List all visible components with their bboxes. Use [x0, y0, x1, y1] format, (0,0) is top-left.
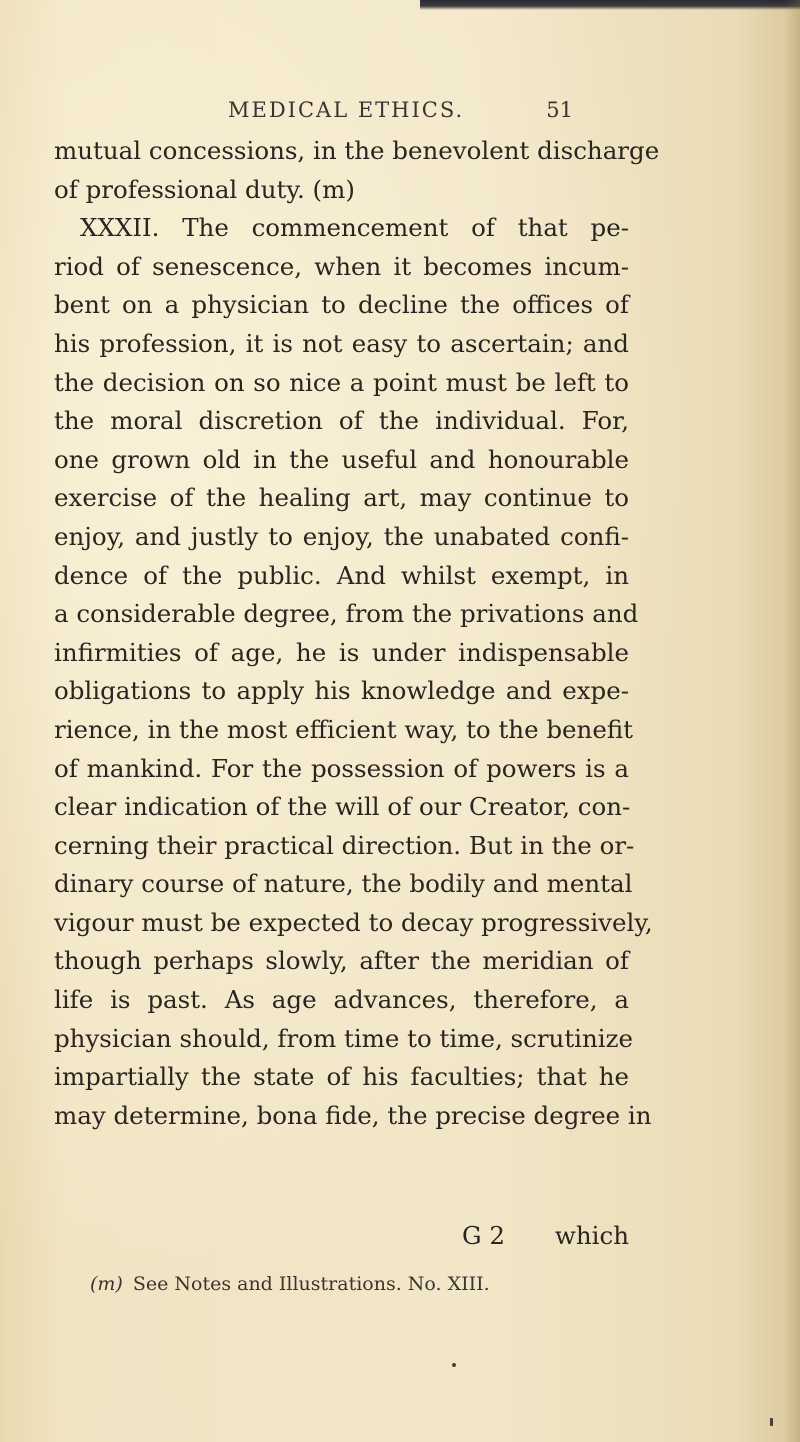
- text-line: vigour must be expected to decay progressively,: [54, 907, 653, 937]
- text-line: bent on a physician to decline the offices of: [54, 290, 629, 320]
- text-line: enjoy, and justly to enjoy, the unabated confi-: [54, 521, 629, 551]
- text-line: dence of the public. And whilst exempt, in: [54, 560, 629, 590]
- text-line: impartially the state of his faculties; that he: [54, 1062, 629, 1092]
- text-line: exercise of the healing art, may continue to: [54, 483, 629, 513]
- text-line: his profession, it is not easy to ascertain; and: [54, 328, 629, 358]
- running-title: MEDICAL ETHICS.: [228, 98, 465, 122]
- text-line: a considerable degree, from the privations and: [54, 599, 639, 629]
- page-right-edge: [786, 0, 800, 1442]
- text-line: of mankind. For the possession of powers is a: [54, 753, 629, 783]
- footnote: [90, 1273, 490, 1295]
- ink-speck: [452, 1363, 456, 1367]
- text-line: of professional duty. (m): [54, 174, 355, 204]
- text-line: though perhaps slowly, after the meridian of: [54, 946, 629, 976]
- page-top-shadow: [420, 0, 800, 10]
- page-number: 51: [546, 98, 573, 122]
- text-line: riod of senescence, when it becomes incum-: [54, 251, 629, 281]
- footnote-text: See Notes and Illustrations. No. XIII.: [132, 1273, 490, 1295]
- text-line: may determine, bona fide, the precise degree in: [54, 1100, 652, 1130]
- page-bottom-line: [54, 1221, 629, 1259]
- signature-mark: G 2: [462, 1221, 505, 1250]
- text-line: infirmities of age, he is under indispensable: [54, 637, 629, 667]
- section-heading-line: XXXII. The commencement of that pe-: [80, 213, 629, 243]
- text-line: cerning their practical direction. But in the or-: [54, 830, 635, 860]
- text-line: mutual concessions, in the benevolent discharge: [54, 136, 660, 165]
- text-line: dinary course of nature, the bodily and mental: [54, 869, 633, 899]
- text-line: clear indication of the will of our Creator, con-: [54, 792, 631, 822]
- ink-speck: [770, 1418, 773, 1426]
- text-line: rience, in the most efficient way, to the benefit: [54, 714, 634, 744]
- catchword: which: [554, 1221, 629, 1250]
- text-line: life is past. As age advances, therefore, a: [54, 985, 629, 1015]
- text-line: physician should, from time to time, scrutinize: [54, 1023, 634, 1053]
- running-head: [228, 98, 573, 128]
- text-line: one grown old in the useful and honourable: [54, 444, 629, 474]
- footnote-marker: (m): [90, 1273, 123, 1295]
- text-line: the moral discretion of the individual. For,: [54, 406, 629, 436]
- body-text: [54, 132, 660, 1135]
- text-line: obligations to apply his knowledge and expe-: [54, 676, 629, 706]
- text-line: the decision on so nice a point must be left to: [54, 367, 629, 397]
